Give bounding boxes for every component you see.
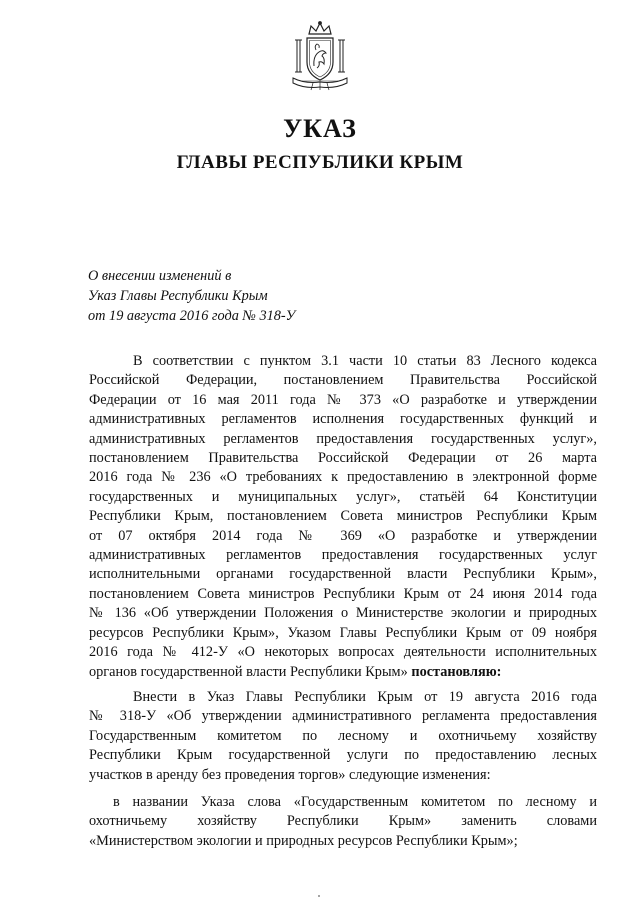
subject-line: О внесении изменений в [88, 268, 232, 284]
text-line: постановлением Правительства Российской Федерации от 26 марта [89, 450, 597, 467]
text-line: В соответствии с пунктом 3.1 части 10 статьи 83 Лесного кодекса [133, 353, 597, 369]
text-line: административных регламентов предоставления государственных услуг», [89, 430, 597, 447]
text-line: № 136 «Об утверждении Положения о Министерстве экологии и природных [89, 605, 597, 622]
subject-line: Указ Главы Республики Крым [88, 288, 268, 304]
text-line: административных регламентов предоставления государственных услуг [89, 547, 597, 564]
preamble-paragraph [89, 352, 597, 682]
text-line: № 318-У «Об утверждении административного регламента предоставления [89, 708, 597, 725]
amendment-paragraph [89, 688, 597, 785]
scan-speck [318, 895, 320, 897]
coat-of-arms-icon [289, 20, 351, 92]
amendment-item [89, 793, 597, 851]
subject-line: от 19 августа 2016 года № 318-У [88, 308, 296, 324]
text-line: в названии Указа слова «Государственным комитетом по лесному и [113, 794, 597, 810]
text-line: Российской Федерации, постановлением Правительства Российской [89, 372, 597, 389]
text-line: 2016 года № 412-У «О некоторых вопросах деятельности исполнительных [89, 644, 597, 661]
text-line: Республики Крым государственной услуги по предоставлению лесных [89, 747, 597, 764]
text-line: органов государственной власти Республики Крым» [89, 663, 408, 680]
document-subject [88, 266, 408, 326]
text-line: Внести в Указ Главы Республики Крым от 19 августа 2016 года [133, 689, 597, 705]
text-line: участков в аренду без проведения торгов» следующие изменения: [89, 766, 491, 783]
text-line: исполнительными органами государственной власти Республики Крым», [89, 566, 597, 583]
text-line: ресурсов Республики Крым», Указом Главы Республики Крым от 09 ноября [89, 624, 597, 641]
text-line: Государственным комитетом по лесному и охотничьему хозяйству [89, 727, 597, 744]
text-line: Федерации от 16 мая 2011 года № 373 «О разработке и утверждении [89, 391, 597, 408]
text-line: 2016 года № 236 «О требованиях к предоставлению в электронной форме [89, 469, 597, 486]
document-subheading: ГЛАВЫ РЕСПУБЛИКИ КРЫМ [176, 152, 464, 173]
text-line: охотничьему хозяйству Республики Крым» заменить словами [89, 813, 597, 830]
text-line-final [89, 663, 597, 682]
text-line: «Министерством экологии и природных ресурсов Республики Крым»; [89, 832, 518, 849]
document-heading: УКАЗ [283, 114, 357, 143]
text-line: от 07 октября 2014 года № 369 «О разработке и утверждении [89, 527, 597, 544]
resolve-word: постановляю: [411, 663, 502, 680]
text-line: постановлением Совета министров Республики Крым от 24 июня 2014 года [89, 585, 597, 602]
text-line: административных регламентов исполнения государственных функций и [89, 411, 597, 428]
text-line: государственных и муниципальных услуг», статьёй 64 Конституции [89, 488, 597, 505]
text-line: Республики Крым, постановлением Совета министров Республики Крым [89, 508, 597, 525]
